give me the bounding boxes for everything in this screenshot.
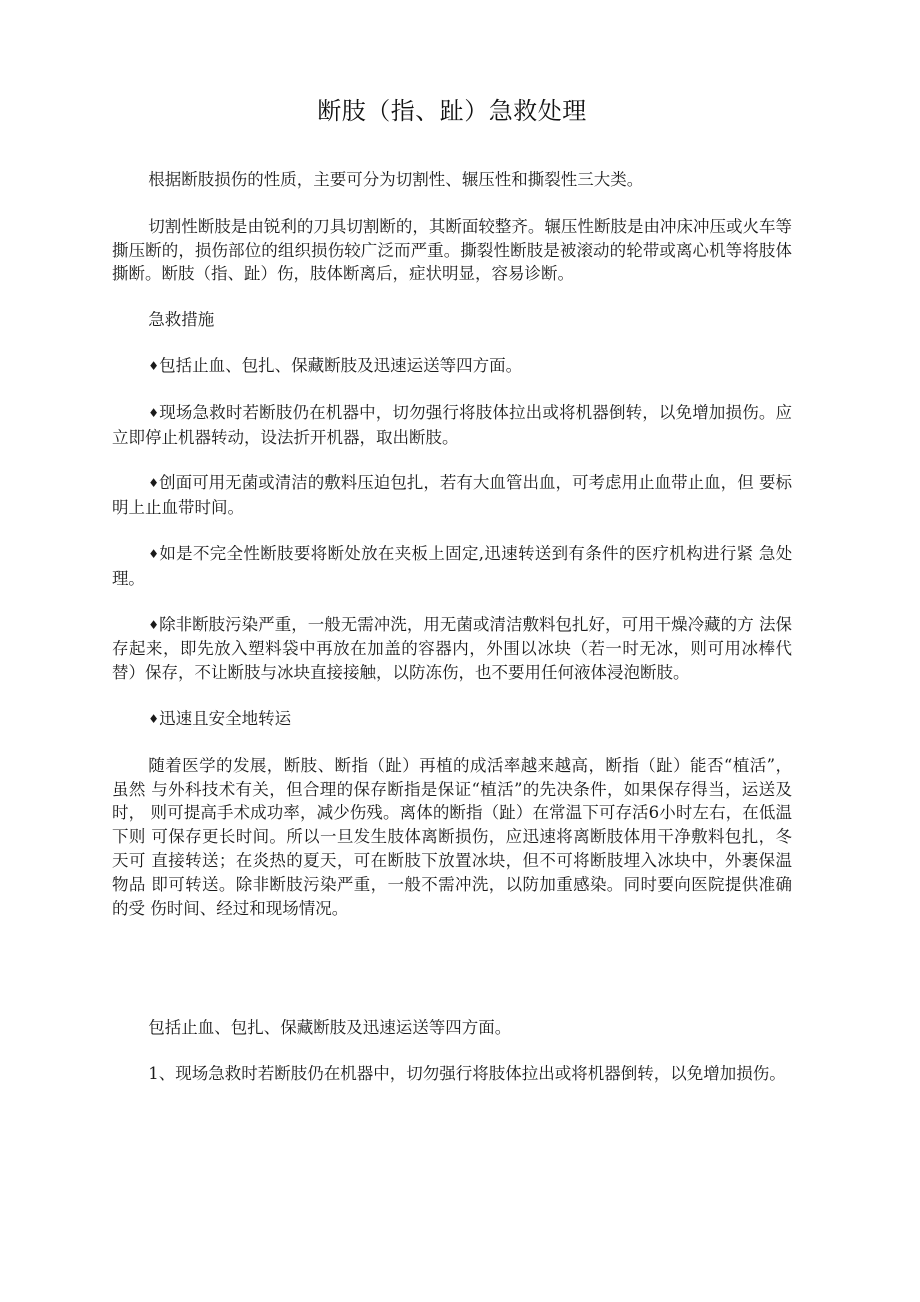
- measure-item-6-text: 迅速且安全地转运: [159, 708, 292, 728]
- spacer: [112, 732, 792, 754]
- measure-item-3-text: 创面可用无菌或清洁的敷料压迫包扎，若有大血管出血，可考虑用止血带止血，但 要标明上止血带时间。: [112, 473, 792, 518]
- measure-item-4: [112, 542, 792, 591]
- measure-item-6: [112, 707, 792, 732]
- diamond-bullet-icon: ♦: [148, 546, 160, 561]
- spacer: [112, 591, 792, 613]
- diamond-bullet-icon: ♦: [148, 617, 160, 632]
- spacer: [112, 286, 792, 308]
- diamond-bullet-icon: ♦: [148, 476, 160, 491]
- measure-item-2: [112, 401, 792, 450]
- spacer: [112, 379, 792, 401]
- page-title: 断肢（指、趾）急救处理: [317, 97, 587, 125]
- spacer: [112, 685, 792, 707]
- numbered-item-1: 1、现场急救时若断肢仍在机器中，切勿强行将肢体拉出或将机器倒转，以免增加损伤。: [148, 1064, 786, 1084]
- measure-item-1: [112, 354, 792, 379]
- diamond-bullet-icon: ♦: [148, 405, 160, 420]
- spacer: [112, 332, 792, 354]
- measure-item-2-text: 现场急救时若断肢仍在机器中，切勿强行将肢体拉出或将机器倒转，以免增加损伤。应立即停止机器转动，设法折开机器，取出断肢。: [112, 402, 792, 447]
- paragraph-intro: 根据断肢损伤的性质，主要可分为切割性、辗压性和撕裂性三大类。: [148, 170, 644, 189]
- spacer-after-title: [112, 126, 792, 168]
- paragraph-injury-types: 切割性断肢是由锐利的刀具切割断的，其断面较整齐。辗压性断肢是由冲床冲压或火车等撕压断的，损伤部位的组织损伤较广泛而严重。撕裂性断肢是被滚动的轮带或离心机等将肢体撕断。断肢（指、趾）伤，肢体断离后，症状明显，容易诊断。: [112, 216, 792, 284]
- measure-item-3: [112, 471, 792, 520]
- diamond-bullet-icon: ♦: [148, 711, 160, 726]
- paragraph-transport: 随着医学的发展，断肢、断指（趾）再植的成活率越来越高，断指（趾）能否“植活”，虽然 与外科技术有关，但合理的保存断指是保证“植活”的先决条件，如果保存得当，运送及时， 则可提高手术成功率，减少伤残。离体的断指（趾）在常温下可存活6小时左右，在低温下则 可保存更长时间。所以一旦发生肢体离断损伤，应迅速将离断肢体用干净敷料包扎，冬天可 直接转送；在炎热的夏天，可在断肢下放置冰块，但不可将断肢埋入冰块中，外裹保温物品 即可转送。除非断肢污染严重，一般不需冲洗，以防加重感染。同时要向医院提供准确的受 伤时间、经过和现场情况。: [112, 755, 792, 918]
- measure-item-1-text: 包括止血、包扎、保藏断肢及迅速运送等四方面。: [159, 355, 523, 375]
- measure-item-4-text: 如是不完全性断肢要将断处放在夹板上固定,迅速转送到有条件的医疗机构进行紧 急处理。: [112, 543, 792, 588]
- spacer: [112, 1040, 792, 1062]
- spacer-section-break: [112, 920, 792, 1016]
- measure-item-5-text: 除非断肢污染严重，一般无需冲洗，用无菌或清洁敷料包扎好，可用干燥冷藏的方 法保存起来，即先放入塑料袋中再放在加盖的容器内，外围以冰块（若一时无冰，则可用冰棒代替）保存，不让断肢与冰块直接接触，以防冻伤，也不要用任何液体浸泡断肢。: [112, 614, 792, 683]
- document-content: [112, 0, 792, 1086]
- measure-item-5: [112, 613, 792, 685]
- spacer: [112, 192, 792, 215]
- heading-first-aid-measures: 急救措施: [148, 310, 215, 330]
- paragraph-closing-summary: 包括止血、包扎、保藏断肢及迅速运送等四方面。: [148, 1018, 512, 1038]
- spacer: [112, 520, 792, 542]
- spacer: [112, 449, 792, 471]
- diamond-bullet-icon: ♦: [148, 358, 160, 373]
